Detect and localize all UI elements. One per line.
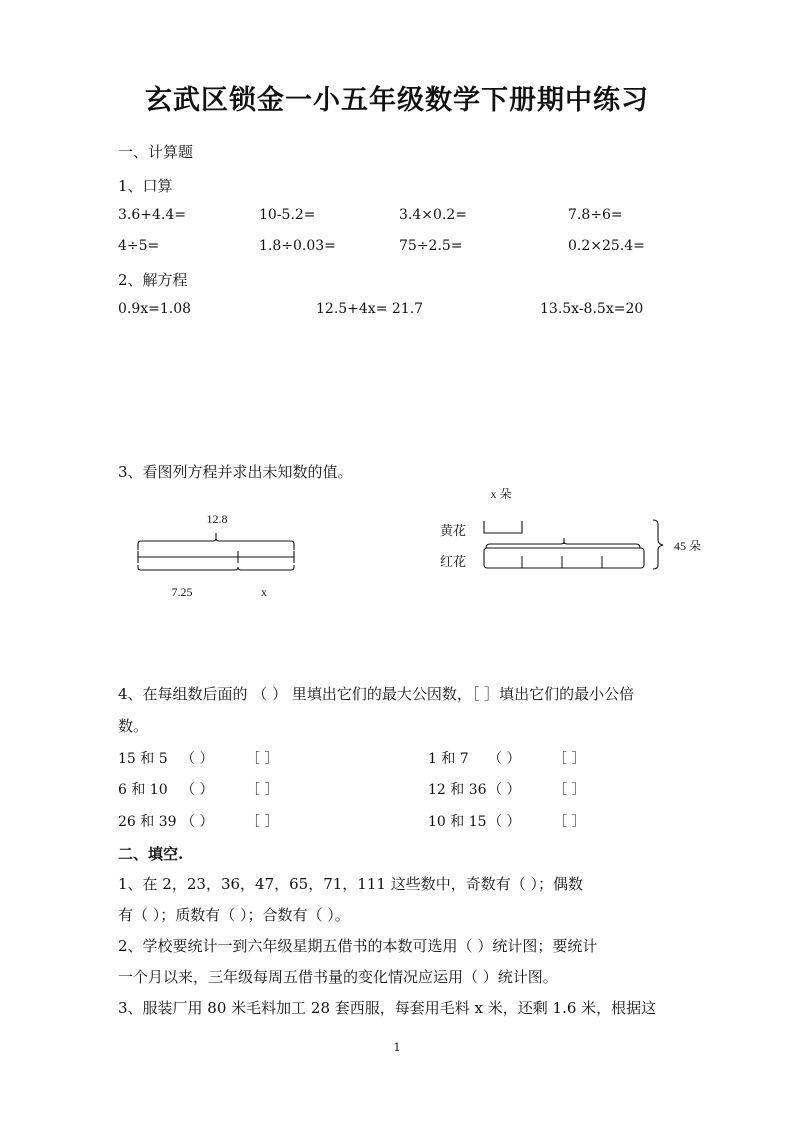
diagram2-row2-label: 红花 — [440, 554, 467, 569]
red-bar — [484, 548, 644, 568]
q1-item: 3.6+4.4= — [118, 207, 186, 223]
q4-instruction-line1: 4、在每组数后面的 （ ） 里填出它们的最大公因数，［ ］填出它们的最小公倍 — [118, 685, 635, 703]
lcm-blank: ［ ］ — [553, 751, 586, 767]
lcm-blank: ［ ］ — [553, 782, 586, 798]
section-2-heading: 二、填空. — [118, 845, 184, 863]
q4-group-label: 26 和 39 — [118, 814, 177, 830]
lcm-blank: ［ ］ — [246, 751, 279, 767]
gcd-blank: （ ） — [488, 751, 521, 767]
fill-blank-2-line1: 2、学校要统计一到六年级星期五借书的本数可选用（ ）统计图；要统计 — [118, 937, 598, 955]
q1-item: 75÷2.5= — [399, 238, 463, 254]
gcd-blank: （ ） — [181, 751, 214, 767]
q2-heading: 2、解方程 — [118, 271, 188, 289]
q4-group-label: 1 和 7 — [428, 751, 469, 767]
q3-heading: 3、看图列方程并求出未知数的值。 — [118, 463, 353, 481]
fill-blank-2-line2: 一个月以来，三年级每周五借书量的变化情况应运用（ ）统计图。 — [118, 968, 558, 986]
equation: 0.9x=1.08 — [118, 301, 192, 317]
right-brace — [653, 520, 663, 569]
equation: 13.5x-8.5x=20 — [540, 301, 644, 317]
lcm-blank: ［ ］ — [246, 814, 279, 830]
diagram2-top-label: x 朵 — [490, 487, 512, 501]
q1-item: 0.2×25.4= — [568, 238, 645, 254]
q1-heading: 1、口算 — [118, 177, 173, 195]
q1-item: 10-5.2= — [259, 207, 316, 223]
q4-group-label: 6 和 10 — [118, 782, 168, 798]
lcm-blank: ［ ］ — [553, 814, 586, 830]
q1-item: 7.8÷6= — [568, 207, 623, 223]
q4-group-label: 12 和 36 — [428, 782, 487, 798]
diagram2-total-label: 45 朵 — [674, 539, 702, 553]
diagram1-top-label: 12.8 — [206, 512, 228, 526]
top-brace — [138, 533, 294, 550]
diagram2-row1-label: 黄花 — [440, 523, 467, 538]
yellow-bar — [484, 521, 522, 533]
gcd-blank: （ ） — [181, 782, 214, 798]
diagram1-right-label: x — [261, 585, 267, 599]
gcd-blank: （ ） — [488, 782, 521, 798]
q1-item: 3.4×0.2= — [399, 207, 467, 223]
q4-group-label: 10 和 15 — [428, 814, 487, 830]
diagram1-left-label: 7.25 — [171, 585, 193, 599]
section-1-heading: 一、计算题 — [118, 143, 194, 161]
gcd-blank: （ ） — [488, 814, 521, 830]
q4-instruction-line2: 数。 — [118, 717, 149, 735]
red-top-brace — [486, 542, 640, 548]
q1-item: 1.8÷0.03= — [259, 238, 336, 254]
segment-diagram-1 — [130, 505, 310, 605]
bottom-brace-left — [138, 565, 238, 570]
fill-blank-3-line1: 3、服装厂用 80 米毛料加工 28 套西服，每套用毛料 x 米，还剩 1.6 米，根据这 — [118, 999, 657, 1017]
equation: 12.5+4x= 21.7 — [316, 301, 424, 317]
segment-diagram-2 — [436, 482, 726, 582]
lcm-blank: ［ ］ — [246, 782, 279, 798]
gcd-blank: （ ） — [181, 814, 214, 830]
fill-blank-1-line2: 有（ ）；质数有（ ）；合数有（ ）。 — [118, 906, 350, 924]
fill-blank-1-line1: 1、在 2，23，36，47，65，71，111 这些数中，奇数有（ ）；偶数 — [118, 875, 583, 893]
q1-item: 4÷5= — [118, 238, 160, 254]
document-title: 玄武区锁金一小五年级数学下册期中练习 — [145, 85, 649, 116]
page-number: 1 — [393, 1041, 401, 1054]
q4-group-label: 15 和 5 — [118, 751, 168, 767]
bottom-brace-right — [238, 565, 294, 570]
